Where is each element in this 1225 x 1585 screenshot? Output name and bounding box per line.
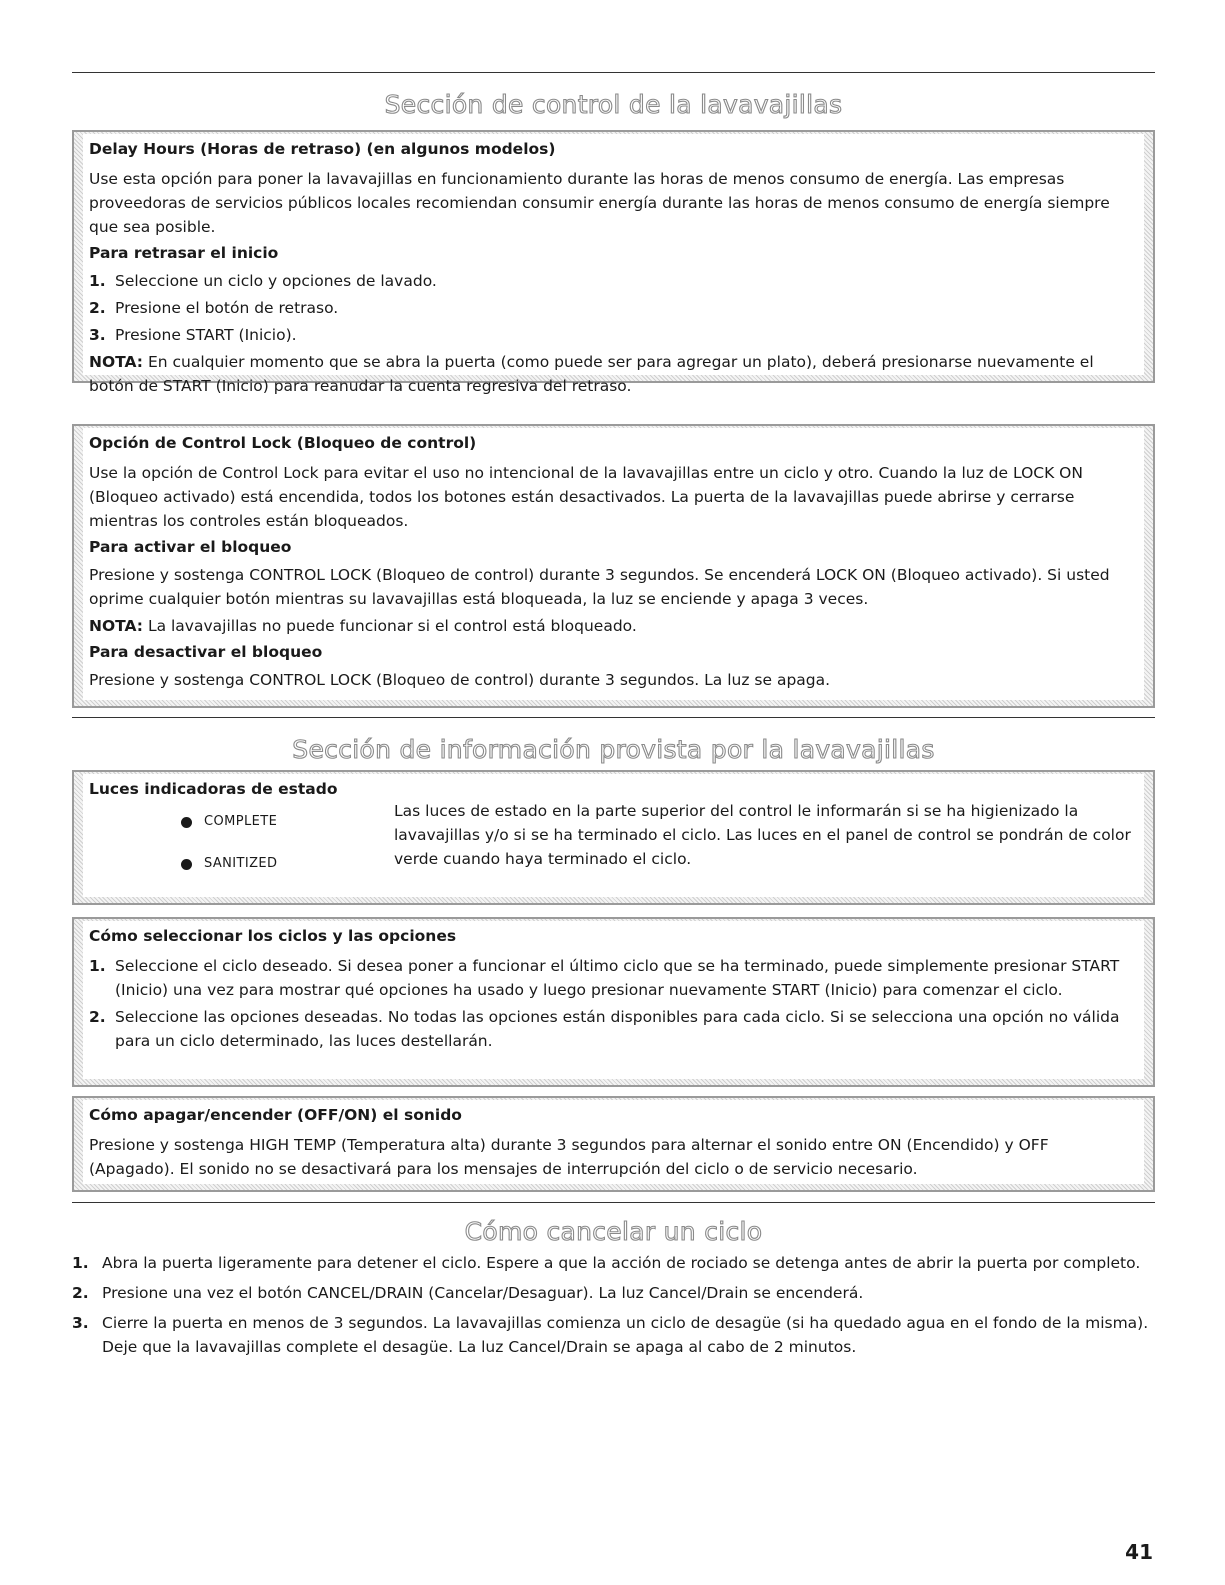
- section-title-control: Sección de control de la lavavajillas: [384, 90, 843, 119]
- cycles-title: Cómo seleccionar los ciclos y las opciones: [89, 927, 457, 945]
- list-item: 1. Abra la puerta ligeramente para detener el ciclo. Espere a que la acción de rociado se detenga antes de abrir la puerta por completo.: [72, 1254, 1141, 1272]
- status-lights-title: Luces indicadoras de estado: [89, 780, 338, 798]
- list-item: 2. Presione una vez el botón CANCEL/DRAIN (Cancelar/Desaguar). La luz Cancel/Drain se encenderá.: [72, 1284, 864, 1302]
- indicator-dot-icon: [181, 859, 192, 870]
- list-item: 2. Seleccione las opciones deseadas. No todas las opciones están disponibles para cada ciclo. Si se selecciona una opción no válida para un ciclo determinado, las luces destellarán.: [89, 1008, 1120, 1050]
- section-title-cancel: Cómo cancelar un ciclo: [464, 1217, 763, 1246]
- lock-deactivate-text: Presione y sostenga CONTROL LOCK (Bloqueo de control) durante 3 segundos. La luz se apaga.: [89, 671, 831, 689]
- sound-text: Presione y sostenga HIGH TEMP (Temperatura alta) durante 3 segundos para alternar el sonido entre ON (Encendido) y OFF (Apagado). El sonido no se desactivará para los mensajes de interrupción del ciclo o de servicio necesario.: [89, 1136, 1049, 1178]
- list-item: 1. Seleccione un ciclo y opciones de lavado.: [89, 272, 437, 290]
- list-item: 3. Cierre la puerta en menos de 3 segundos. La lavavajillas comienza un ciclo de desagüe (si ha quedado agua en el fondo de la misma). Deje que la lavavajillas complete el desagüe. La luz Cancel/Drain se apaga al cabo de 2 minutos.: [72, 1314, 1149, 1356]
- cycles-box: [72, 917, 1155, 1087]
- delay-subtitle: Para retrasar el inicio: [89, 244, 279, 262]
- control-lock-intro: Use la opción de Control Lock para evitar el uso no intencional de la lavavajillas entre un ciclo y otro. Cuando la luz de LOCK ON (Bloqueo activado) está encendida, todos los botones están desactivados. La puerta de la lavavajillas puede abrirse y cerrarse mientras los controles están bloqueados.: [89, 464, 1083, 530]
- section-rule: [72, 717, 1155, 718]
- delay-hours-box: [72, 130, 1155, 395]
- status-lights-box: [72, 770, 1155, 905]
- list-item: 3. Presione START (Inicio).: [89, 326, 297, 344]
- cancel-steps: [72, 1251, 1155, 1362]
- lock-note: NOTA: La lavavajillas no puede funcionar si el control está bloqueado.: [89, 617, 637, 635]
- indicator-dot-icon: [181, 817, 192, 828]
- status-light-sanitized: SANITIZED: [181, 855, 394, 873]
- control-lock-box: [72, 424, 1155, 708]
- section-title-info: Sección de información provista por la lavavajillas: [292, 735, 935, 764]
- status-light-complete: COMPLETE: [181, 813, 394, 831]
- lock-deactivate-title: Para desactivar el bloqueo: [89, 643, 323, 661]
- delay-hours-intro: Use esta opción para poner la lavavajillas en funcionamiento durante las horas de menos consumo de energía. Las empresas proveedoras de servicios públicos locales recomiendan consumir energía durante las horas de menos consumo de energía siempre que sea posible.: [89, 170, 1110, 236]
- delay-hours-title: Delay Hours (Horas de retraso) (en algunos modelos): [89, 140, 556, 158]
- lock-activate-text: Presione y sostenga CONTROL LOCK (Bloqueo de control) durante 3 segundos. Se encenderá LOCK ON (Bloqueo activado). Si usted oprime cualquier botón mientras su lavavajillas está bloqueada, la luz se enciende y apaga 3 veces.: [89, 566, 1110, 608]
- sound-box: [72, 1096, 1155, 1192]
- top-rule: [72, 72, 1155, 73]
- lock-activate-title: Para activar el bloqueo: [89, 538, 292, 556]
- section-rule: [72, 1202, 1155, 1203]
- status-lights-description: Las luces de estado en la parte superior del control le informarán si se ha higienizado la lavavajillas y/o si se ha terminado el ciclo. Las luces en el panel de control se pondrán de color verde cuando haya terminado el ciclo.: [394, 802, 1131, 868]
- sound-title: Cómo apagar/encender (OFF/ON) el sonido: [89, 1106, 462, 1124]
- delay-note: NOTA: En cualquier momento que se abra la puerta (como puede ser para agregar un plato), deberá presionarse nuevamente el botón de START (Inicio) para reanudar la cuenta regresiva del retraso.: [89, 353, 1094, 395]
- list-item: 2. Presione el botón de retraso.: [89, 299, 339, 317]
- list-item: 1. Seleccione el ciclo deseado. Si desea poner a funcionar el último ciclo que se ha terminado, puede simplemente presionar START (Inicio) una vez para mostrar qué opciones ha usado y luego presionar nuevamente START (Inicio) para comenzar el ciclo.: [89, 957, 1120, 999]
- control-lock-title: Opción de Control Lock (Bloqueo de control): [89, 434, 477, 452]
- page-number: 41: [1125, 1540, 1153, 1564]
